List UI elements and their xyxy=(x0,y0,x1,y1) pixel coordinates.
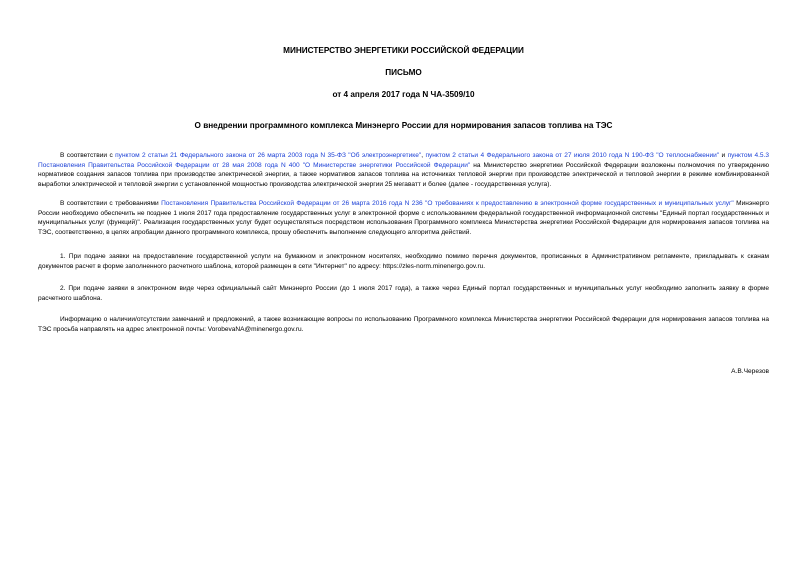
paragraph-4: 2. При подаче заявки в электронном виде через официальный сайт Минэнерго России (до 1 июля 2017 года), а также через Единый портал государственных и муниципальных услуг необходимо заполнить заявку в форме расчетного шаблона. xyxy=(38,285,769,302)
paragraph-1-text-4: на Министерство энергетики Российской Федерации возложены полномочия по утверждению нормативов создания запасов топлива при производстве электрической энергии, а также нормативов запасов топлива на источниках тепловой энергии при производстве электрической и тепловой энергии в режиме комбинированной выработки электрической и тепловой энергии с установленной мощностью производства электрической энергии 25 мегаватт и более (далее - государственная услуга). xyxy=(38,161,769,188)
document-date-number: от 4 апреля 2017 года N ЧА-3509/10 xyxy=(332,90,475,99)
link-law-190fz[interactable]: пунктом 2 статьи 4 Федерального закона от 27 июля 2010 года N 190-ФЗ "О теплоснабжении" xyxy=(425,152,720,159)
link-resolution-236[interactable]: Постановления Правительства Российской Федерации от 26 марта 2016 года N 236 "О требованиях к предоставлению в электронной форме государственных и муниципальных услуг" xyxy=(161,200,734,207)
ministry-title: МИНИСТЕРСТВО ЭНЕРГЕТИКИ РОССИЙСКОЙ ФЕДЕРАЦИИ xyxy=(283,46,524,55)
paragraph-2-text-2: Минэнерго России необходимо обеспечить не позднее 1 июля 2017 года предоставление государственных услуг в электронной форме с использованием федеральной государственной информационной системы "Единый портал государственных и муниципальных услуг (функций)". Реализация государственных услуг будет осуществляться посредством использования Программного комплекса Министерства энергетики Российской Федерации для нормирования запасов топлива на ТЭС, соответственно, в целях апробации данного программного комплекса, прошу обеспечить выполнение следующего алгоритма действий. xyxy=(38,200,769,236)
signature: А.В.Черезов xyxy=(731,368,769,375)
link-law-35fz[interactable]: пунктом 2 статьи 21 Федерального закона от 26 марта 2003 года N 35-ФЗ "Об электроэнергетике" xyxy=(115,152,422,159)
link-resolution-400[interactable]: пунктом 4.5.3 Постановления Правительства Российской Федерации от 28 мая 2008 года N 400 "О Министерстве энергетики Российской Федерации" xyxy=(38,152,770,169)
paragraph-1-text-3: и xyxy=(719,152,728,159)
paragraph-1-text-1: В соответствии с xyxy=(60,152,116,159)
paragraph-3: 1. При подаче заявки на предоставление государственной услуги на бумажном и электронном носителях, необходимо помимо перечня документов, прописанных в Административном регламенте, прикладывать к сканам документов расчет в форме заполненного расчетного шаблона, которой размещен в сети "Интернет" по адресу: https://zles-norm.minenergo.gov.ru. xyxy=(38,253,769,270)
paragraph-1 xyxy=(38,151,769,189)
paragraph-1-text-2: , xyxy=(421,152,426,159)
document-type: ПИСЬМО xyxy=(385,68,422,77)
paragraph-5: Информацию о наличии/отсутствии замечаний и предложений, а также возникающие вопросы по использованию Программного комплекса Министерства энергетики Российской Федерации для нормирования запасов топлива на ТЭС просьба направлять на адрес электронной почты: VorobevaNA@minenergo.gov.ru. xyxy=(38,316,769,333)
paragraph-2-text-1: В соответствии с требованиями xyxy=(60,200,162,207)
paragraph-2 xyxy=(38,199,769,237)
document-subject: О внедрении программного комплекса Минэнерго России для нормирования запасов топлива на ТЭС xyxy=(194,121,613,130)
